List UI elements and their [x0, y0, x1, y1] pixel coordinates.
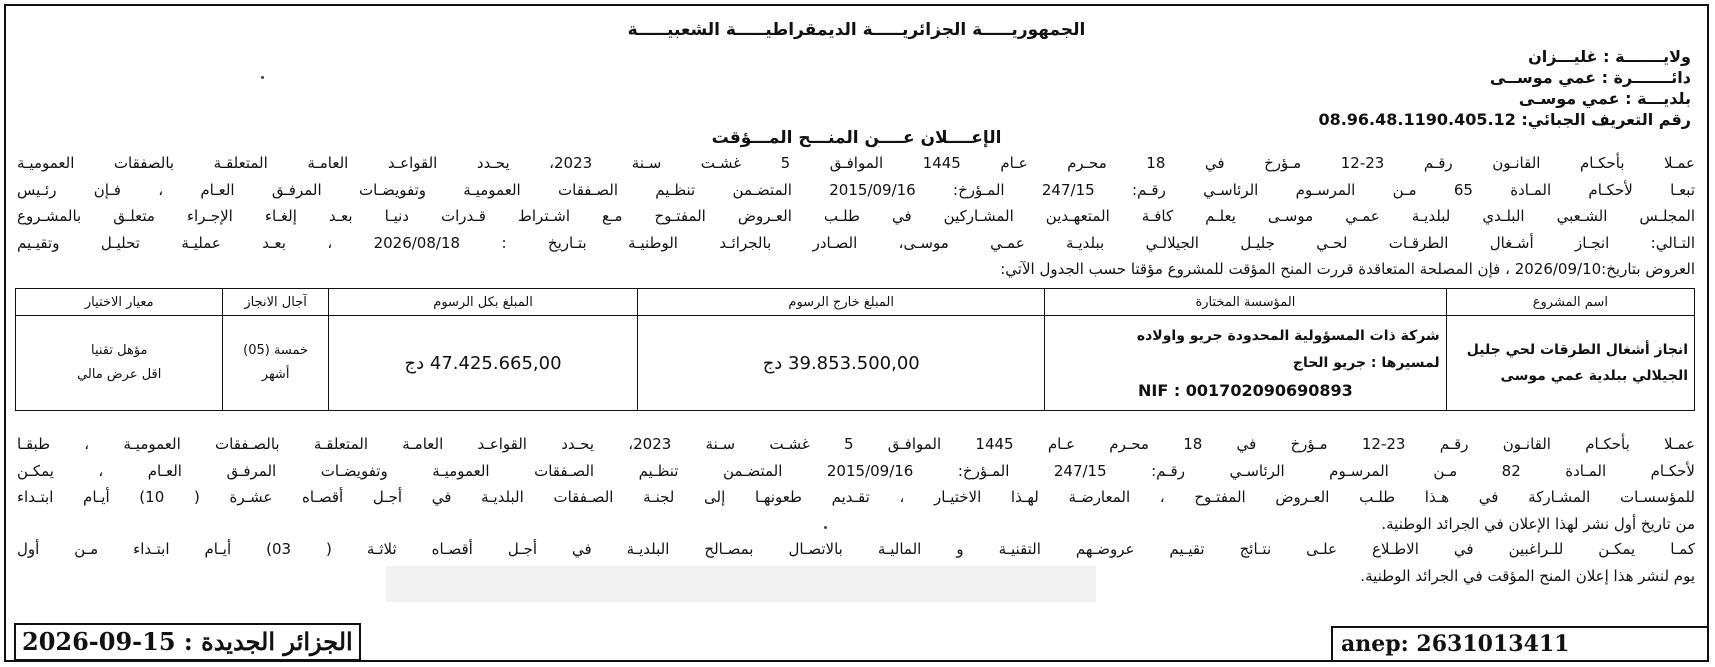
closing-line: يوم لنشر هذا إعلان المنح المؤقت في الجرائد الوطنية. [1360, 566, 1695, 585]
republic-heading: الجمهوريـــــة الجزائريـــــة الديمقراطيـــــة الشعبيـــــة [627, 20, 1086, 40]
company-name: شركة ذات المسؤولية المحدودة جريو واولاده [1136, 327, 1440, 344]
header-amount-ht: المبلغ خارج الرسوم [638, 289, 1045, 316]
criteria-technical: مؤهل تقنيا [90, 343, 148, 358]
intro-line: عمـلا بأحكـام القانـون رقـم 23-12 مـؤرخ في 18 محـرم عـام 1445 الموافـق 5 غشـت سـنة 2023، يحـدد القواعـد العامـة المتعلقـة بالصفقات العموميـة [17, 154, 1695, 172]
daira-line: دائـــــــرة : عمي موســى [1489, 68, 1691, 87]
header-project: اسم المشروع [1446, 289, 1694, 316]
legal-line: عمـلا بأحكـام القانـون رقـم 23-12 مـؤرخ في 18 محـرم عـام 1445 الموافـق 5 غشـت سـنة 2023، يحـدد القواعـد العامـة المتعلقـة بالصـفقات العموميـة ، طبقـا [17, 435, 1695, 453]
project-cell [1446, 316, 1694, 411]
header-deadline: آجال الانجاز [223, 289, 328, 316]
administrative-header [791, 46, 1691, 130]
newspaper-stamp: الجزائر الجديدة : 15-09-2026 [14, 623, 361, 661]
anep-reference: anep: 2631013411 [1331, 626, 1707, 662]
legal-line: للمؤسسـات المشـاركة في هـذا طلـب العـروض المفتـوح ، المعارضـة لهـذا الاختيـار ، تقـديم طعونهـا إلى لجنـة الصـفقات البلديـة في أجـل أقصـاه عشـرة ( 10) أيـام ابتـداء [17, 488, 1695, 506]
legal-line: من تاريخ أول نشر لهذا الإعلان في الجرائد الوطنية. [1381, 514, 1695, 533]
intro-line: العروض بتاريخ:2026/09/10 ، فإن المصلحة المتعاقدة قررت المنح المؤقت للمشروع مؤقتا حسب الجدول الآتي: [1000, 260, 1695, 278]
project-name-line: الجيلالي ببلدية عمي موسى [1500, 368, 1688, 384]
baladia-line: بلديـــة : عمي موسـى [1518, 89, 1691, 108]
company-manager: لمسيرها : جريو الحاج [1292, 354, 1440, 371]
intro-line: المجلـس الشـعبي البلـدي لبلديـة عمـي موسـى يعلـم كافـة المتعهـدين المشـاركين في طلـب العـروض المفتـوح مـع اشـتراط قـدرات دنيـا بعـد إلغـاء الإجـراء متعلـق بالمشـروع [17, 207, 1695, 225]
header-company: المؤسسة المختارة [1045, 289, 1447, 316]
scan-speck [261, 76, 264, 79]
legal-line: لأحكـام المـادة 82 مـن المرسـوم الرئاسـي رقـم: 247/15 المـؤرخ: 2015/09/16 المتضـمن تنظـيم الصـفقات العموميـة وتفويضـات المرفـق العـام ، يمكـن [17, 461, 1695, 480]
project-name-line: انجاز أشغال الطرقات لحي جليل [1466, 342, 1688, 358]
tax-id-line: رقم التعريف الجبائي: 08.96.48.1190.405.12 [1318, 110, 1691, 129]
company-cell [1045, 316, 1447, 411]
legal-paragraph [17, 431, 1695, 537]
amount-ttc-cell: 47.425.665,00 دج [328, 316, 638, 411]
deadline-value: خمسة (05) [243, 343, 309, 358]
intro-line: التـالي: انجـاز أشـغال الطرقـات لحـي جليـل الجيلالـي ببلديـة عمـي موسـى، الصـادر بالجرائـد الوطنيـة بتـاريخ : 2026/08/18 ، بعـد عمليـة تحليـل وتقيـيم [17, 233, 1695, 252]
amount-ht-cell: 39.853.500,00 دج [638, 316, 1045, 411]
deadline-cell [223, 316, 328, 411]
intro-line: تبعـا لأحكـام المـادة 65 مـن المرسـوم الرئاسـي رقـم: 247/15 المـؤرخ: 2015/09/16 المتضـمن تنظـيم الصـفقات العموميـة وتفويضـات المرفـق العـام ، فـإن رئـيس [17, 180, 1695, 199]
scan-speck [824, 526, 827, 529]
criteria-cell [16, 316, 223, 411]
scan-stripe [386, 566, 1096, 602]
announcement-title: الإعــــلان عــــن المنـــح المـــؤقت [711, 128, 1002, 148]
header-criteria: معيار الاختيار [16, 289, 223, 316]
company-nif: NIF : 001702090690893 [1137, 380, 1353, 400]
award-table [15, 288, 1695, 411]
announcement-page [4, 4, 1709, 662]
closing-line: كمـا يمكـن للـراغبين في الاطـلاع علـى نتـائج تقيـيم عروضـهم التقنيـة و الماليـة بالاتصـال بمصـالح البلديـة في أجـل أقصـاه ثلاثـة ( 03) أيـام ابتـداء مـن أول [17, 540, 1695, 558]
wilaya-line: ولايـــــــة : غليـــزان [1528, 47, 1691, 66]
table-header-row [16, 289, 1695, 316]
intro-paragraph [17, 150, 1695, 283]
header-amount-ttc: المبلغ بكل الرسوم [328, 289, 638, 316]
deadline-unit: أشهر [261, 367, 290, 382]
criteria-financial: اقل عرض مالي [77, 367, 162, 382]
table-row [16, 316, 1695, 411]
